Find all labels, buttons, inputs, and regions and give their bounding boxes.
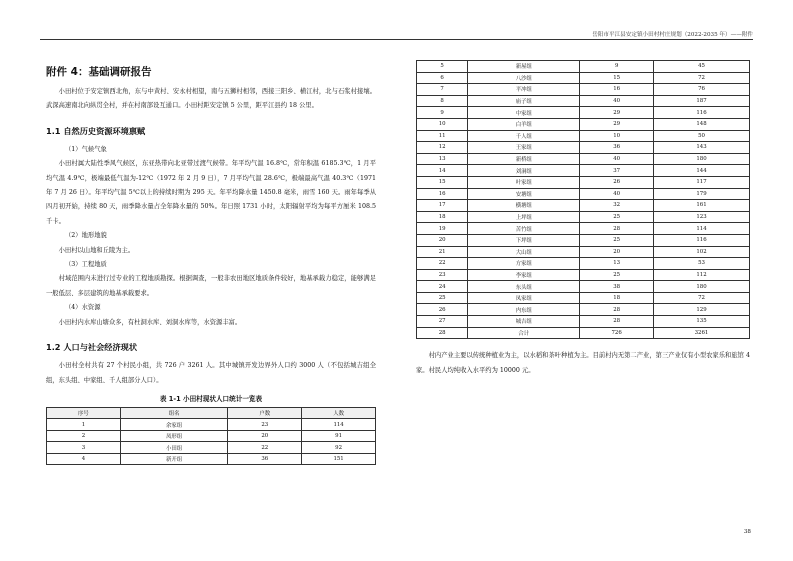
cell-households: 40 bbox=[580, 153, 654, 165]
cell-people: 72 bbox=[653, 292, 749, 304]
cell-households: 726 bbox=[580, 327, 654, 339]
cell-households: 40 bbox=[580, 95, 654, 107]
cell-people: 161 bbox=[653, 200, 749, 212]
cell-index: 7 bbox=[417, 84, 468, 96]
cell-people: 50 bbox=[653, 130, 749, 142]
cell-people: 114 bbox=[302, 419, 376, 431]
cell-households: 25 bbox=[580, 269, 654, 281]
cell-households: 16 bbox=[580, 84, 654, 96]
table-row bbox=[47, 453, 376, 465]
geology-paragraph: 村域范围内未进行过专业的工程地质勘探。根据调查，一般非农田地区地质条件较好，地基承载力稳定，能够满足一般低层、多层建筑的地基承载要求。 bbox=[46, 275, 376, 297]
cell-households: 10 bbox=[580, 130, 654, 142]
cell-index: 10 bbox=[417, 118, 468, 130]
cell-index: 17 bbox=[417, 200, 468, 212]
cell-index: 26 bbox=[417, 304, 468, 316]
cell-group: 王家组 bbox=[468, 142, 580, 154]
section-heading-nature: 1.1 自然历史资源环境禀赋 bbox=[46, 125, 146, 136]
cell-people: 151 bbox=[302, 453, 376, 465]
cell-households: 28 bbox=[580, 316, 654, 328]
table-row bbox=[417, 165, 750, 177]
cell-households: 13 bbox=[580, 258, 654, 270]
water-label: （4）水资源 bbox=[65, 304, 101, 312]
cell-people: 129 bbox=[653, 304, 749, 316]
cell-people: 92 bbox=[302, 442, 376, 454]
cell-people: 135 bbox=[653, 316, 749, 328]
cell-households: 28 bbox=[580, 223, 654, 235]
cell-index: 15 bbox=[417, 176, 468, 188]
cell-households: 15 bbox=[580, 72, 654, 84]
population-table-part1 bbox=[46, 407, 376, 466]
cell-index: 24 bbox=[417, 281, 468, 293]
table-caption: 表 1-1 小田村现状人口统计一览表 bbox=[159, 394, 263, 403]
cell-group: 千人组 bbox=[468, 130, 580, 142]
cell-group: 苦竹组 bbox=[468, 223, 580, 235]
cell-index: 16 bbox=[417, 188, 468, 200]
intro-paragraph: 小田村位于安定镇西北角，东与中黄村、安永村相望，南与五狮村相邻，西接三阳乡、横江村，北与石浆村接壤。武深高速南北向纵贯全村，并在村南部设互通口。小田村距安定镇 5 公里，距平江县约 18 公里。 bbox=[46, 88, 376, 110]
cell-group: 余家组 bbox=[120, 419, 228, 431]
climate-paragraph: 小田村属大陆性季风气候区，东亚热带向北亚带过渡气候带。年平均气温 16.8℃，常年积温 6185.3℃，1 月平均气温 4.9℃，极端最低气温为-12℃（1972 年 2 月 9 日），7 月平均气温 28.6℃，极端最高气温 40.3℃（1971 年 7 月 26 日）。年平均气温 5℃以上的持续时期为 295 天。年平均降水量 1450.8 毫米，雨雪 160 天。雨年每季从四月初开始，持续 80 天，雨季降水量占全年降水量的 50%。年日照 1731 小时，太阳辐射平均为每平方厘米 108.5 千卡。 bbox=[46, 160, 376, 225]
population-table-part2 bbox=[416, 60, 750, 339]
cell-index: 14 bbox=[417, 165, 468, 177]
cell-households: 36 bbox=[228, 453, 302, 465]
header-divider bbox=[40, 39, 753, 40]
cell-people: 53 bbox=[653, 258, 749, 270]
table-row bbox=[417, 130, 750, 142]
cell-group: 中家组 bbox=[468, 107, 580, 119]
cell-group: 方家组 bbox=[468, 258, 580, 270]
table-header-row bbox=[47, 407, 376, 419]
cell-index: 8 bbox=[417, 95, 468, 107]
cell-index: 19 bbox=[417, 223, 468, 235]
cell-index: 21 bbox=[417, 246, 468, 258]
cell-group: 平冲组 bbox=[468, 84, 580, 96]
cell-index: 3 bbox=[47, 442, 121, 454]
cell-group: 下坪组 bbox=[468, 234, 580, 246]
table-row bbox=[417, 258, 750, 270]
cell-index: 9 bbox=[417, 107, 468, 119]
table-row bbox=[417, 292, 750, 304]
climate-label: （1）气候气象 bbox=[65, 145, 107, 153]
cell-index: 5 bbox=[417, 61, 468, 73]
cell-people: 116 bbox=[653, 234, 749, 246]
cell-group: 上坪组 bbox=[468, 211, 580, 223]
cell-group: 叶家组 bbox=[468, 176, 580, 188]
section-heading-population: 1.2 人口与社会经济现状 bbox=[46, 342, 138, 353]
cell-people: 45 bbox=[653, 61, 749, 73]
table-row bbox=[47, 430, 376, 442]
cell-people: 112 bbox=[653, 269, 749, 281]
cell-people: 117 bbox=[653, 176, 749, 188]
table-row bbox=[417, 316, 750, 328]
cell-index: 2 bbox=[47, 430, 121, 442]
cell-households: 38 bbox=[580, 281, 654, 293]
cell-households: 22 bbox=[228, 442, 302, 454]
cell-index: 12 bbox=[417, 142, 468, 154]
cell-people: 91 bbox=[302, 430, 376, 442]
right-column bbox=[416, 60, 750, 378]
cell-households: 40 bbox=[580, 188, 654, 200]
cell-households: 29 bbox=[580, 118, 654, 130]
cell-group: 凤形组 bbox=[120, 430, 228, 442]
cell-index: 1 bbox=[47, 419, 121, 431]
table-row bbox=[417, 142, 750, 154]
appendix-title: 附件 4：基础调研报告 bbox=[46, 66, 152, 78]
cell-group: 新屋组 bbox=[468, 61, 580, 73]
col-header-index: 序号 bbox=[47, 407, 121, 419]
cell-group: 横塘组 bbox=[468, 200, 580, 212]
cell-index: 23 bbox=[417, 269, 468, 281]
cell-households: 32 bbox=[580, 200, 654, 212]
col-header-people: 人数 bbox=[302, 407, 376, 419]
table-row bbox=[417, 153, 750, 165]
cell-group: 城吉组 bbox=[468, 316, 580, 328]
cell-group: 李家组 bbox=[468, 269, 580, 281]
cell-group: 新开组 bbox=[120, 453, 228, 465]
terrain-label: （2）地形地貌 bbox=[65, 232, 107, 240]
cell-index: 27 bbox=[417, 316, 468, 328]
cell-people: 148 bbox=[653, 118, 749, 130]
cell-group: 新桥组 bbox=[468, 153, 580, 165]
cell-index: 18 bbox=[417, 211, 468, 223]
table-row bbox=[417, 72, 750, 84]
cell-group: 八沙组 bbox=[468, 72, 580, 84]
cell-group: 小田组 bbox=[120, 442, 228, 454]
cell-people: 180 bbox=[653, 281, 749, 293]
cell-households: 18 bbox=[580, 292, 654, 304]
cell-households: 26 bbox=[580, 176, 654, 188]
cell-people: 3261 bbox=[653, 327, 749, 339]
terrain-paragraph: 小田村以山地和丘陵为主。 bbox=[58, 246, 135, 254]
cell-index: 28 bbox=[417, 327, 468, 339]
table-row bbox=[417, 95, 750, 107]
geology-label: （3）工程地质 bbox=[65, 261, 107, 269]
cell-households: 36 bbox=[580, 142, 654, 154]
cell-households: 28 bbox=[580, 304, 654, 316]
table-row bbox=[417, 61, 750, 73]
cell-households: 20 bbox=[228, 430, 302, 442]
table-row bbox=[417, 84, 750, 96]
cell-people: 76 bbox=[653, 84, 749, 96]
cell-people: 180 bbox=[653, 153, 749, 165]
left-column bbox=[46, 64, 376, 465]
cell-households: 25 bbox=[580, 211, 654, 223]
table-row bbox=[47, 442, 376, 454]
cell-people: 116 bbox=[653, 107, 749, 119]
table-row bbox=[417, 327, 750, 339]
table-row bbox=[417, 211, 750, 223]
cell-people: 143 bbox=[653, 142, 749, 154]
cell-index: 13 bbox=[417, 153, 468, 165]
table-row bbox=[417, 304, 750, 316]
cell-group: 庙子组 bbox=[468, 95, 580, 107]
table-row bbox=[417, 269, 750, 281]
table-row bbox=[417, 118, 750, 130]
cell-group: 大山组 bbox=[468, 246, 580, 258]
cell-group: 白羊组 bbox=[468, 118, 580, 130]
table-row bbox=[47, 419, 376, 431]
cell-group: 内东组 bbox=[468, 304, 580, 316]
col-header-households: 户数 bbox=[228, 407, 302, 419]
industry-paragraph: 村内产业主要以传统种植业为主，以水稻和茶叶种植为主。目前村内无第二产业，第三产业仅有小型农家乐和旅馆 4 家。村民人均纯收入水平约为 10000 元。 bbox=[416, 352, 750, 374]
cell-group: 刘洞组 bbox=[468, 165, 580, 177]
table-row bbox=[417, 107, 750, 119]
cell-households: 9 bbox=[580, 61, 654, 73]
cell-index: 25 bbox=[417, 292, 468, 304]
cell-index: 4 bbox=[47, 453, 121, 465]
cell-index: 20 bbox=[417, 234, 468, 246]
cell-people: 102 bbox=[653, 246, 749, 258]
cell-group: 安塘组 bbox=[468, 188, 580, 200]
running-header: 岳阳市平江县安定镇小田村村庄规划（2022-2035 年）——附件 bbox=[592, 32, 753, 38]
cell-households: 37 bbox=[580, 165, 654, 177]
cell-households: 20 bbox=[580, 246, 654, 258]
table-row bbox=[417, 188, 750, 200]
table-row bbox=[417, 281, 750, 293]
cell-group: 东头组 bbox=[468, 281, 580, 293]
cell-index: 22 bbox=[417, 258, 468, 270]
table-row bbox=[417, 246, 750, 258]
population-paragraph: 小田村全村共有 27 个村民小组，共 726 户 3261 人。其中城镇开发边界外人口约 3000 人（不包括城吉组全组，东头组、中家组、千人组部分人口）。 bbox=[46, 362, 376, 384]
cell-households: 29 bbox=[580, 107, 654, 119]
cell-people: 179 bbox=[653, 188, 749, 200]
page-number: 38 bbox=[743, 529, 751, 535]
col-header-group: 组名 bbox=[120, 407, 228, 419]
cell-group: 凤家组 bbox=[468, 292, 580, 304]
water-paragraph: 小田村内水库山塘众多，有杜洞水库、刘洞水库等，水资源丰富。 bbox=[58, 318, 242, 326]
cell-group: 合计 bbox=[468, 327, 580, 339]
cell-people: 114 bbox=[653, 223, 749, 235]
cell-people: 123 bbox=[653, 211, 749, 223]
table-row bbox=[417, 223, 750, 235]
cell-people: 144 bbox=[653, 165, 749, 177]
table-row bbox=[417, 234, 750, 246]
cell-households: 25 bbox=[580, 234, 654, 246]
cell-index: 6 bbox=[417, 72, 468, 84]
cell-people: 187 bbox=[653, 95, 749, 107]
table-row bbox=[417, 176, 750, 188]
cell-index: 11 bbox=[417, 130, 468, 142]
cell-people: 72 bbox=[653, 72, 749, 84]
table-row bbox=[417, 200, 750, 212]
cell-households: 23 bbox=[228, 419, 302, 431]
